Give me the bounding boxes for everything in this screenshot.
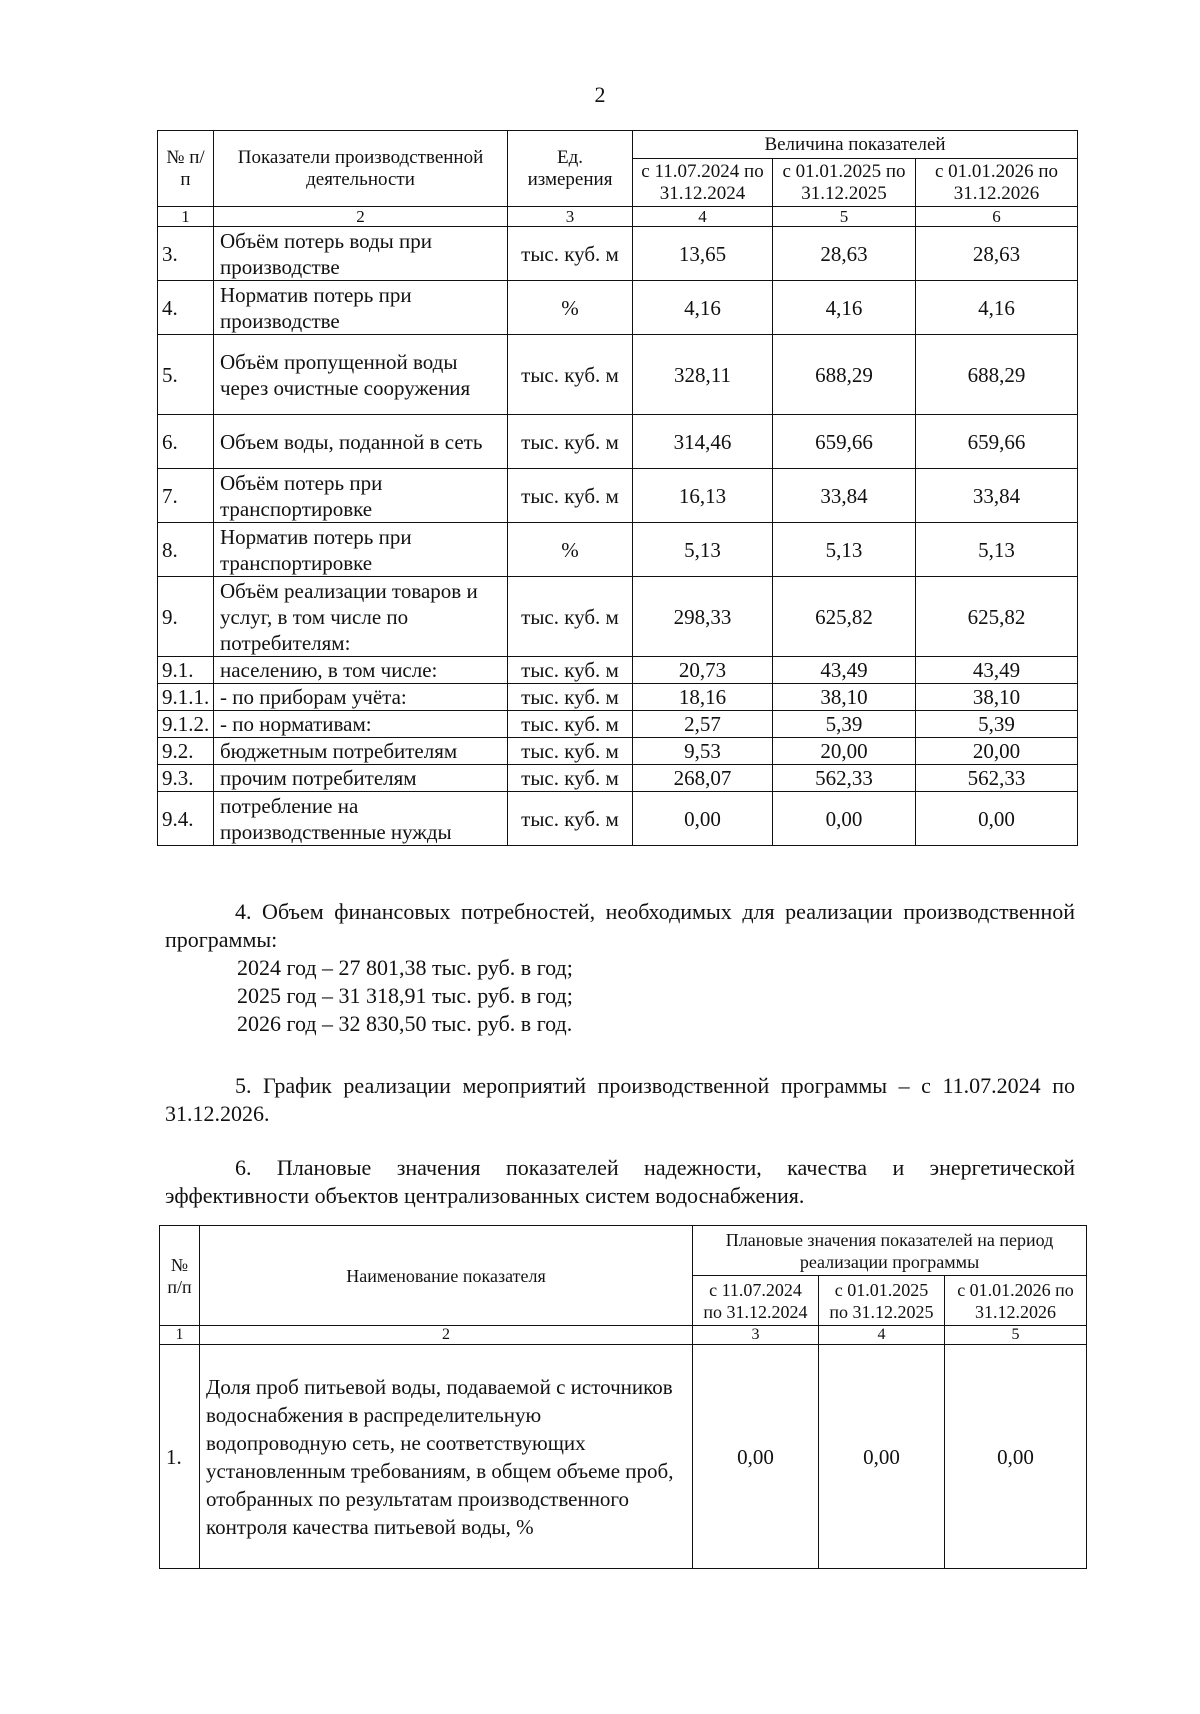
value-2025: 43,49 bbox=[773, 657, 916, 684]
section-6-text: 6. Плановые значения показателей надежности, качества и энергетической эффективности объектов централизованных систем водоснабжения. bbox=[165, 1155, 1075, 1208]
header-name: Наименование показателя bbox=[200, 1226, 693, 1326]
table-row bbox=[158, 684, 1078, 711]
indicator-name: Объём пропущенной воды через очистные сооружения bbox=[214, 335, 508, 415]
value-2026: 625,82 bbox=[916, 577, 1078, 657]
indicator-name: Объём потерь при транспортировке bbox=[214, 469, 508, 523]
unit: тыс. куб. м bbox=[508, 657, 633, 684]
table-row bbox=[158, 657, 1078, 684]
column-number: 5 bbox=[945, 1326, 1087, 1345]
unit: тыс. куб. м bbox=[508, 765, 633, 792]
value-2024: 20,73 bbox=[633, 657, 773, 684]
header-indicator: Показатели производственной деятельности bbox=[214, 131, 508, 207]
value-2024: 16,13 bbox=[633, 469, 773, 523]
header-unit: Ед. измерения bbox=[508, 131, 633, 207]
row-number: 9.1.2. bbox=[158, 711, 214, 738]
value-2026: 659,66 bbox=[916, 415, 1078, 469]
header-no: № п/п bbox=[160, 1226, 200, 1326]
value-2025: 688,29 bbox=[773, 335, 916, 415]
unit: тыс. куб. м bbox=[508, 577, 633, 657]
indicator-name: населению, в том числе: bbox=[214, 657, 508, 684]
unit: тыс. куб. м bbox=[508, 227, 633, 281]
section-4-year-line: 2026 год – 32 830,50 тыс. руб. в год. bbox=[237, 1011, 573, 1036]
value-2026: 5,39 bbox=[916, 711, 1078, 738]
section-4-year-line: 2024 год – 27 801,38 тыс. руб. в год; bbox=[237, 955, 573, 980]
page-number: 2 bbox=[594, 82, 606, 107]
column-number: 4 bbox=[633, 207, 773, 227]
table-row bbox=[158, 281, 1078, 335]
row-number: 9.1. bbox=[158, 657, 214, 684]
value-2026: 20,00 bbox=[916, 738, 1078, 765]
row-number: 9.1.1. bbox=[158, 684, 214, 711]
production-indicators-table bbox=[157, 130, 1078, 846]
row-number: 8. bbox=[158, 523, 214, 577]
value-2025: 562,33 bbox=[773, 765, 916, 792]
header-values-group: Величина показателей bbox=[633, 131, 1078, 159]
table-row bbox=[158, 765, 1078, 792]
value-2026: 33,84 bbox=[916, 469, 1078, 523]
header-period-2026: с 01.01.2026 по 31.12.2026 bbox=[916, 159, 1078, 207]
value-2026: 5,13 bbox=[916, 523, 1078, 577]
unit: тыс. куб. м bbox=[508, 415, 633, 469]
value-2026: 28,63 bbox=[916, 227, 1078, 281]
row-number: 5. bbox=[158, 335, 214, 415]
value-2024: 298,33 bbox=[633, 577, 773, 657]
row-number: 9.3. bbox=[158, 765, 214, 792]
indicator-name: - по нормативам: bbox=[214, 711, 508, 738]
value-2025: 625,82 bbox=[773, 577, 916, 657]
table-row bbox=[158, 469, 1078, 523]
indicator-name: Объем воды, поданной в сеть bbox=[214, 415, 508, 469]
table-row bbox=[158, 523, 1078, 577]
header-period-2025: с 01.01.2025 по 31.12.2025 bbox=[819, 1276, 945, 1326]
unit: тыс. куб. м bbox=[508, 792, 633, 846]
indicator-name: Объём реализации товаров и услуг, в том числе по потребителям: bbox=[214, 577, 508, 657]
value-2026: 562,33 bbox=[916, 765, 1078, 792]
section-4-year-line: 2025 год – 31 318,91 тыс. руб. в год; bbox=[237, 983, 573, 1008]
unit: тыс. куб. м bbox=[508, 335, 633, 415]
value-2026: 0,00 bbox=[945, 1345, 1087, 1569]
value-2024: 9,53 bbox=[633, 738, 773, 765]
unit: % bbox=[508, 523, 633, 577]
value-2026: 0,00 bbox=[916, 792, 1078, 846]
value-2024: 328,11 bbox=[633, 335, 773, 415]
table-row bbox=[158, 335, 1078, 415]
column-number: 1 bbox=[158, 207, 214, 227]
indicator-name: Норматив потерь при транспортировке bbox=[214, 523, 508, 577]
value-2025: 5,39 bbox=[773, 711, 916, 738]
value-2024: 0,00 bbox=[693, 1345, 819, 1569]
planned-indicators-table bbox=[159, 1225, 1087, 1569]
row-number: 9.2. bbox=[158, 738, 214, 765]
value-2026: 43,49 bbox=[916, 657, 1078, 684]
column-number: 6 bbox=[916, 207, 1078, 227]
value-2025: 5,13 bbox=[773, 523, 916, 577]
value-2025: 0,00 bbox=[773, 792, 916, 846]
column-number: 1 bbox=[160, 1326, 200, 1345]
row-number: 4. bbox=[158, 281, 214, 335]
value-2024: 0,00 bbox=[633, 792, 773, 846]
column-number: 3 bbox=[693, 1326, 819, 1345]
value-2024: 18,16 bbox=[633, 684, 773, 711]
row-number: 9. bbox=[158, 577, 214, 657]
row-number: 1. bbox=[160, 1345, 200, 1569]
value-2024: 4,16 bbox=[633, 281, 773, 335]
row-number: 3. bbox=[158, 227, 214, 281]
section-4-text: 4. Объем финансовых потребностей, необходимых для реализации производственной программы: bbox=[165, 899, 1075, 952]
value-2025: 659,66 bbox=[773, 415, 916, 469]
value-2024: 2,57 bbox=[633, 711, 773, 738]
header-group: Плановые значения показателей на период реализации программы bbox=[693, 1226, 1087, 1276]
value-2025: 33,84 bbox=[773, 469, 916, 523]
column-number: 3 bbox=[508, 207, 633, 227]
value-2025: 28,63 bbox=[773, 227, 916, 281]
value-2024: 268,07 bbox=[633, 765, 773, 792]
column-number: 4 bbox=[819, 1326, 945, 1345]
header-period-2025: с 01.01.2025 по 31.12.2025 bbox=[773, 159, 916, 207]
row-number: 9.4. bbox=[158, 792, 214, 846]
value-2025: 4,16 bbox=[773, 281, 916, 335]
unit: тыс. куб. м bbox=[508, 469, 633, 523]
unit: тыс. куб. м bbox=[508, 684, 633, 711]
table-row bbox=[158, 711, 1078, 738]
indicator-name: потребление на производственные нужды bbox=[214, 792, 508, 846]
row-number: 6. bbox=[158, 415, 214, 469]
column-number: 2 bbox=[200, 1326, 693, 1345]
value-2025: 0,00 bbox=[819, 1345, 945, 1569]
value-2024: 314,46 bbox=[633, 415, 773, 469]
indicator-name: - по приборам учёта: bbox=[214, 684, 508, 711]
table-row bbox=[158, 738, 1078, 765]
indicator-name: Норматив потерь при производстве bbox=[214, 281, 508, 335]
header-period-2024: с 11.07.2024 по 31.12.2024 bbox=[633, 159, 773, 207]
column-number: 2 bbox=[214, 207, 508, 227]
section-5-text: 5. График реализации мероприятий производственной программы – с 11.07.2024 по 31.12.2026. bbox=[165, 1073, 1075, 1126]
table-row bbox=[158, 415, 1078, 469]
value-2025: 38,10 bbox=[773, 684, 916, 711]
indicator-name: бюджетным потребителям bbox=[214, 738, 508, 765]
indicator-name: прочим потребителям bbox=[214, 765, 508, 792]
section-4 bbox=[165, 898, 1075, 1038]
column-number: 5 bbox=[773, 207, 916, 227]
value-2026: 38,10 bbox=[916, 684, 1078, 711]
value-2026: 688,29 bbox=[916, 335, 1078, 415]
table-row bbox=[158, 792, 1078, 846]
table-row bbox=[158, 227, 1078, 281]
unit: % bbox=[508, 281, 633, 335]
indicator-name: Доля проб питьевой воды, подаваемой с источников водоснабжения в распределительную водопроводную сеть, не соответствующих установленным требованиям, в общем объеме проб, отобранных по результатам производственного контроля качества питьевой воды, % bbox=[200, 1345, 693, 1569]
header-period-2024: с 11.07.2024 по 31.12.2024 bbox=[693, 1276, 819, 1326]
value-2026: 4,16 bbox=[916, 281, 1078, 335]
value-2024: 13,65 bbox=[633, 227, 773, 281]
table-row bbox=[158, 577, 1078, 657]
unit: тыс. куб. м bbox=[508, 711, 633, 738]
value-2025: 20,00 bbox=[773, 738, 916, 765]
unit: тыс. куб. м bbox=[508, 738, 633, 765]
indicator-name: Объём потерь воды при производстве bbox=[214, 227, 508, 281]
row-number: 7. bbox=[158, 469, 214, 523]
header-no: № п/п bbox=[158, 131, 214, 207]
header-period-2026: с 01.01.2026 по 31.12.2026 bbox=[945, 1276, 1087, 1326]
value-2024: 5,13 bbox=[633, 523, 773, 577]
